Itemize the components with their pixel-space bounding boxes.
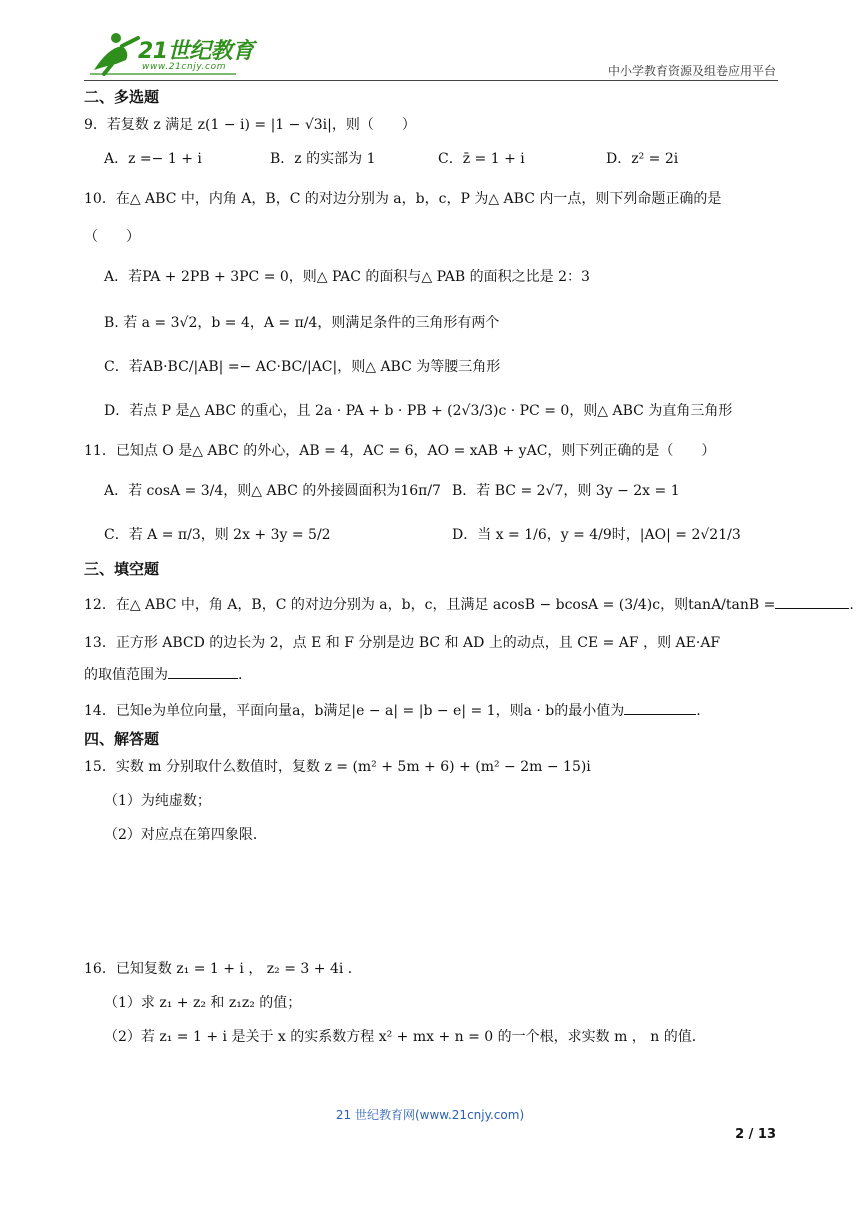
question-11-option-a: A．若 cosA = 3/4，则△ ABC 的外接圆面积为16π/7 xyxy=(104,483,441,499)
question-9-option-b: B．z 的实部为 1 xyxy=(270,151,376,167)
question-12-text: 12．在△ ABC 中，角 A，B，C 的对边分别为 a，b，c，且满足 acosB − bcosA = (3/4)c，则tanA/tanB = xyxy=(84,597,776,613)
question-11-option-b: B．若 BC = 2√7，则 3y − 2x = 1 xyxy=(452,483,680,499)
section-title-fill-in: 三、填空题 xyxy=(84,560,160,578)
question-11-option-c: C．若 A = π/3，则 2x + 3y = 5/2 xyxy=(104,527,331,543)
answer-blank[interactable] xyxy=(168,666,238,679)
page-number: 2 / 13 xyxy=(735,1127,776,1142)
question-16-stem: 16．已知复数 z₁ = 1 + i ， z₂ = 3 + 4i ． xyxy=(84,961,362,977)
question-9-option-c: C．z̄ = 1 + i xyxy=(438,151,525,167)
logo-text: 21世纪教育 xyxy=(138,39,254,64)
question-14-stem: 14．已知e为单位向量，平面向量a，b满足|e − a| = |b − e| = 1，则a · b的最小值为 . xyxy=(84,703,701,719)
question-9-stem: 9．若复数 z 满足 z(1 − i) = |1 − √3i|，则（ ） xyxy=(84,117,416,133)
section-title-solutions: 四、解答题 xyxy=(84,730,160,748)
question-10-option-c: C．若AB·BC/|AB| =− AC·BC/|AC|，则△ ABC 为等腰三角形 xyxy=(104,359,501,375)
question-15-part-2: （2）对应点在第四象限． xyxy=(104,827,267,843)
question-10-paren: （ ） xyxy=(84,229,140,245)
answer-blank[interactable] xyxy=(775,596,849,609)
question-10-option-a: A．若PA + 2PB + 3PC = 0，则△ PAC 的面积与△ PAB 的面积之比是 2：3 xyxy=(104,269,590,285)
question-14-text: 14．已知e为单位向量，平面向量a，b满足|e − a| = |b − e| = 1，则a · b的最小值为 xyxy=(84,703,625,719)
logo-url: www.21cnjy.com xyxy=(142,62,227,72)
question-9-option-a: A．z =− 1 + i xyxy=(104,151,202,167)
question-16-part-2: （2）若 z₁ = 1 + i 是关于 x 的实系数方程 x² + mx + n = 0 的一个根，求实数 m ， n 的值． xyxy=(104,1029,706,1045)
question-15-part-1: （1）为纯虚数； xyxy=(104,793,211,809)
section-title-multiple-choice: 二、多选题 xyxy=(84,88,160,106)
question-13-line-2: 的取值范围为 . xyxy=(84,667,243,683)
answer-blank[interactable] xyxy=(624,702,696,715)
question-10-option-b: B. 若 a = 3√2，b = 4，A = π/4，则满足条件的三角形有两个 xyxy=(104,315,500,331)
question-11-option-d: D．当 x = 1/6，y = 4/9时，|AO| = 2√21/3 xyxy=(452,527,741,543)
question-15-stem: 15．实数 m 分别取什么数值时，复数 z = (m² + 5m + 6) + (m² − 2m − 15)i xyxy=(84,759,591,775)
question-13-line-1: 13．正方形 ABCD 的边长为 2，点 E 和 F 分别是边 BC 和 AD 上的动点，且 CE = AF ，则 AE·AF xyxy=(84,635,721,651)
question-16-part-1: （1）求 z₁ + z₂ 和 z₁z₂ 的值； xyxy=(104,995,302,1011)
question-12-stem: 12．在△ ABC 中，角 A，B，C 的对边分别为 a，b，c，且满足 acosB − bcosA = (3/4)c，则tanA/tanB = . xyxy=(84,597,854,613)
question-10-stem: 10．在△ ABC 中，内角 A，B，C 的对边分别为 a，b，c，P 为△ ABC 内一点，则下列命题正确的是 xyxy=(84,191,722,207)
footer-site-link[interactable]: 21 世纪教育网(www.21cnjy.com) xyxy=(335,1108,525,1122)
header-divider xyxy=(84,80,778,81)
question-9-option-d: D．z² = 2i xyxy=(606,151,679,167)
question-13-text: 的取值范围为 xyxy=(84,667,168,683)
question-11-stem: 11．已知点 O 是△ ABC 的外心，AB = 4，AC = 6，AO = xAB + yAC，则下列正确的是（ ） xyxy=(84,443,716,459)
platform-name: 中小学教育资源及组卷应用平台 xyxy=(607,64,776,78)
question-10-option-d: D．若点 P 是△ ABC 的重心，且 2a · PA + b · PB + (2√3/3)c · PC = 0，则△ ABC 为直角三角形 xyxy=(104,403,733,419)
